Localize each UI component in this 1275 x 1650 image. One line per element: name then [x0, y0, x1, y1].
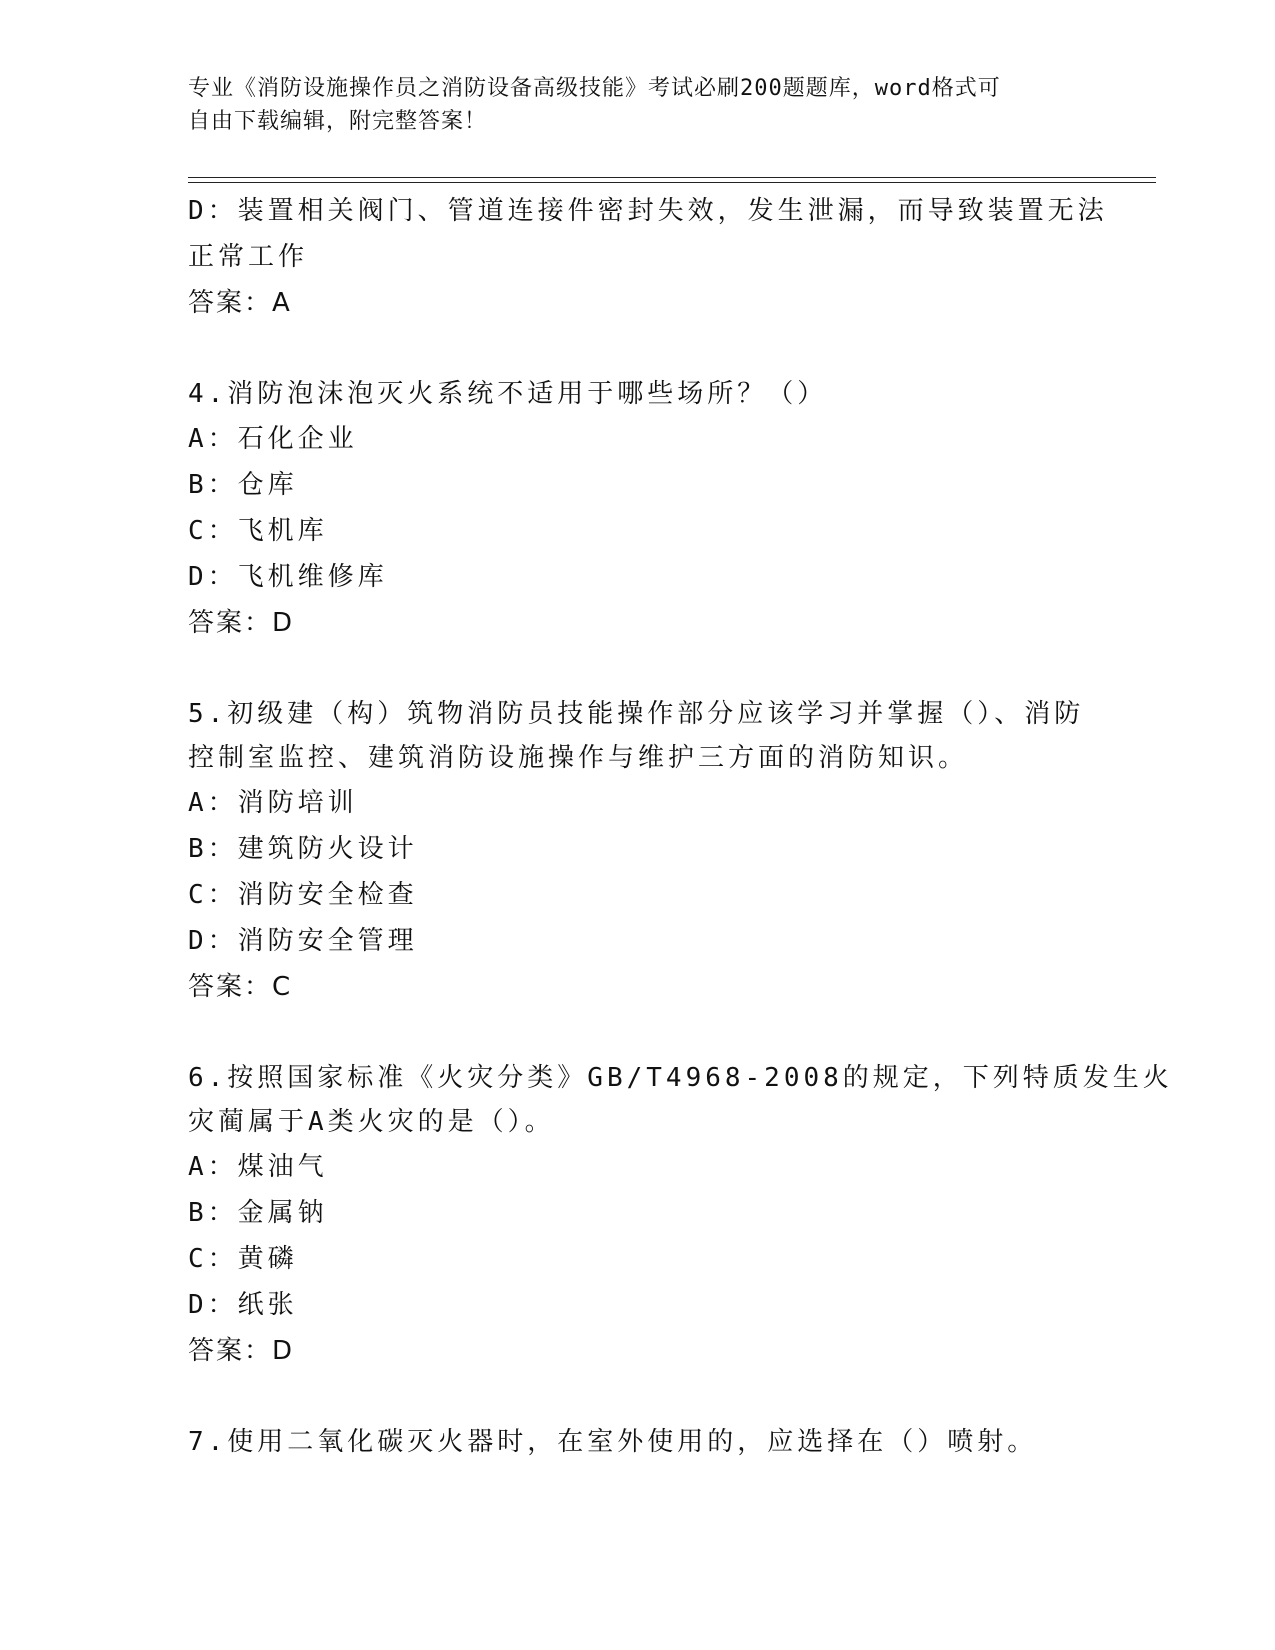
- answer: 答案：C: [188, 972, 293, 1002]
- option-b: B：金属钠: [188, 1198, 328, 1228]
- option-b: B：仓库: [188, 470, 298, 500]
- question-4: [188, 372, 1088, 646]
- question-5: [188, 692, 1088, 1010]
- option-d-continuation: 正常工作: [188, 242, 309, 272]
- option-c: C：黄磷: [188, 1244, 298, 1274]
- option-c: C：飞机库: [188, 516, 328, 546]
- option-a: A：石化企业: [188, 424, 358, 454]
- header-divider-bottom: [188, 182, 1156, 183]
- question-stem: 4.消防泡沫泡灭火系统不适用于哪些场所？（）: [188, 379, 828, 409]
- option-d: D：装置相关阀门、管道连接件密封失效，发生泄漏，而导致装置无法: [188, 196, 1108, 226]
- option-d: D：消防安全管理: [188, 926, 418, 956]
- answer: 答案：D: [188, 1336, 295, 1366]
- answer: 答案：A: [188, 288, 292, 318]
- answer: 答案：D: [188, 608, 295, 638]
- option-d: D：飞机维修库: [188, 562, 388, 592]
- question-stem: 6.按照国家标准《火灾分类》GB/T4968-2008的规定，下列特质发生火: [188, 1063, 1173, 1093]
- document-header: [188, 72, 1068, 138]
- header-divider-top: [188, 177, 1156, 178]
- option-d: D：纸张: [188, 1290, 298, 1320]
- question-6: [188, 1056, 1173, 1374]
- option-b: B：建筑防火设计: [188, 834, 418, 864]
- prev-question-tail: [188, 188, 1108, 326]
- question-stem: 7.使用二氧化碳灭火器时，在室外使用的，应选择在（）喷射。: [188, 1427, 1038, 1457]
- header-line-1: 专业《消防设施操作员之消防设备高级技能》考试必刷200题题库，word格式可: [188, 76, 1001, 101]
- question-7: [188, 1420, 1088, 1464]
- question-stem-continuation: 控制室监控、建筑消防设施操作与维护三方面的消防知识。: [188, 743, 969, 773]
- header-line-2: 自由下载编辑，附完整答案！: [188, 109, 488, 134]
- option-a: A：煤油气: [188, 1152, 328, 1182]
- question-stem-continuation: 灾蔺属于A类火灾的是（）。: [188, 1107, 555, 1137]
- option-c: C：消防安全检查: [188, 880, 418, 910]
- question-stem: 5.初级建（构）筑物消防员技能操作部分应该学习并掌握（）、消防: [188, 699, 1085, 729]
- option-a: A：消防培训: [188, 788, 358, 818]
- question-list: [188, 188, 1173, 1464]
